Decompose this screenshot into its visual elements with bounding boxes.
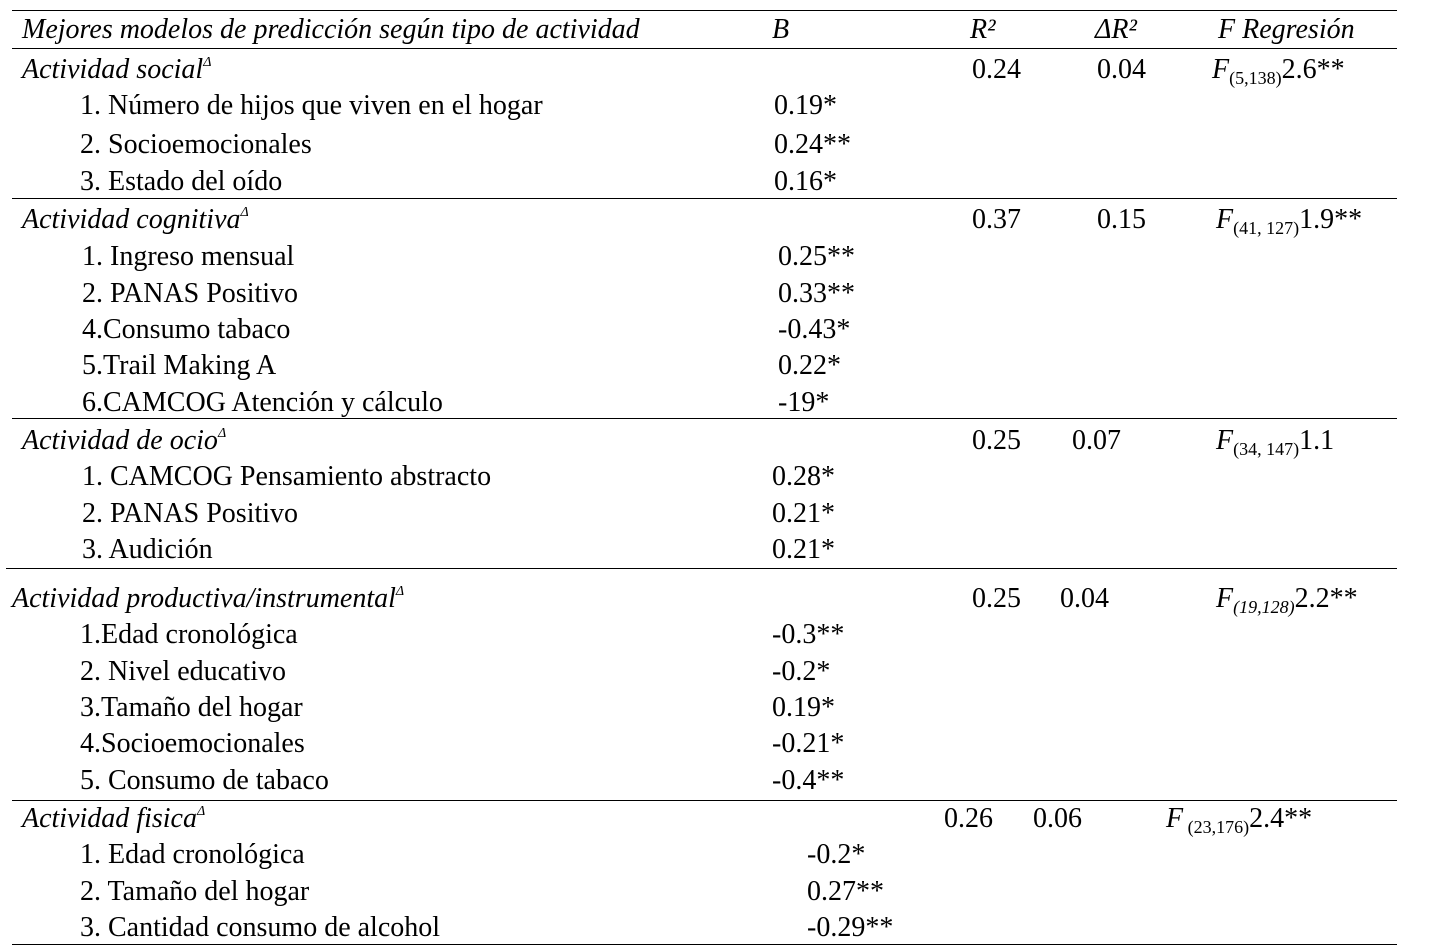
header-r2: R² [970,14,996,45]
group-r2-productiva: 0.25 [972,583,1021,614]
rule-after-ocio [6,568,1397,569]
group-dr2-productiva: 0.04 [1060,583,1109,614]
row-b: -0.29** [807,912,894,943]
header-dr2: ΔR² [1095,14,1137,45]
row-label: 3. Cantidad consumo de alcohol [80,912,441,943]
row-b: -0.4** [772,765,845,796]
group-f-social: $F_{(5,138)}2.6**$ [1212,54,1345,88]
row-b: 0.21* [772,534,835,565]
row-label: 3. Estado del oído [80,166,283,197]
row-label: 5. Consumo de tabaco [80,765,329,796]
row-label: 1. Número de hijos que viven en el hogar [80,90,543,121]
row-b: 0.19* [774,90,837,121]
row-b: -19* [778,387,830,418]
group-r2-cognitiva: 0.37 [972,204,1021,235]
row-b: 0.21* [772,498,835,529]
group-f-ocio: $F_{(34, 147)}1.1$ [1216,425,1335,459]
group-name-ocio: Actividad de ocio$^\Delta$ [22,425,227,456]
row-b: 0.33** [778,278,855,309]
row-b: 0.19* [772,692,835,723]
row-b: 0.16* [774,166,837,197]
group-dr2-social: 0.04 [1097,54,1146,85]
row-label: 2. Socioemocionales [80,129,312,160]
rule-top [12,10,1397,11]
row-label: 2. PANAS Positivo [82,278,299,309]
group-name-cognitiva: Actividad cognitiva$^\Delta$ [22,204,249,235]
group-name-social: Actividad social$^\Delta$ [22,54,212,85]
rule-after-cognitiva [12,418,1397,419]
group-name-fisica: Actividad fisica$^\Delta$ [22,803,206,834]
group-f-productiva: $F_{(19,128)}2.2**$ [1216,583,1358,617]
row-b: -0.3** [772,619,845,650]
row-b: 0.28* [772,461,835,492]
row-label: 6.CAMCOG Atención y cálculo [82,387,443,418]
row-b: -0.43* [778,314,851,345]
row-label: 4.Socioemocionales [80,728,305,759]
row-label: 1. Ingreso mensual [82,241,295,272]
row-label: 1. CAMCOG Pensamiento abstracto [82,461,492,492]
group-dr2-ocio: 0.07 [1072,425,1121,456]
row-label: 4.Consumo tabaco [82,314,291,345]
group-r2-social: 0.24 [972,54,1021,85]
row-b: 0.22* [778,350,841,381]
group-r2-ocio: 0.25 [972,425,1021,456]
header-f: F Regresión [1218,14,1355,45]
row-b: 0.27** [807,876,884,907]
row-label: 3.Tamaño del hogar [80,692,303,723]
group-r2-fisica: 0.26 [944,803,993,834]
row-b: -0.2* [807,839,866,870]
row-label: 5.Trail Making A [82,350,277,381]
group-dr2-cognitiva: 0.15 [1097,204,1146,235]
row-b: 0.25** [778,241,855,272]
rule-after-social [12,198,1397,199]
header-model: Mejores modelos de predicción según tipo de actividad [22,14,640,45]
group-f-cognitiva: $F_{(41, 127)}1.9**$ [1216,204,1363,238]
rule-bottom [12,944,1397,945]
row-label: 1.Edad cronológica [80,619,298,650]
group-f-fisica: F $_{(23,176)}$2.4** [1166,803,1313,837]
row-label: 1. Edad cronológica [80,839,305,870]
group-name-productiva: Actividad productiva/instrumental$^\Delta$ [12,583,405,614]
rule-header [12,48,1397,49]
row-label: 2. Tamaño del hogar [80,876,310,907]
rule-after-productiva [12,800,1397,801]
row-b: -0.21* [772,728,845,759]
row-b: -0.2* [772,656,831,687]
header-b: B [772,14,790,45]
row-b: 0.24** [774,129,851,160]
group-dr2-fisica: 0.06 [1033,803,1082,834]
row-label: 3. Audición [82,534,213,565]
row-label: 2. PANAS Positivo [82,498,299,529]
row-label: 2. Nivel educativo [80,656,287,687]
